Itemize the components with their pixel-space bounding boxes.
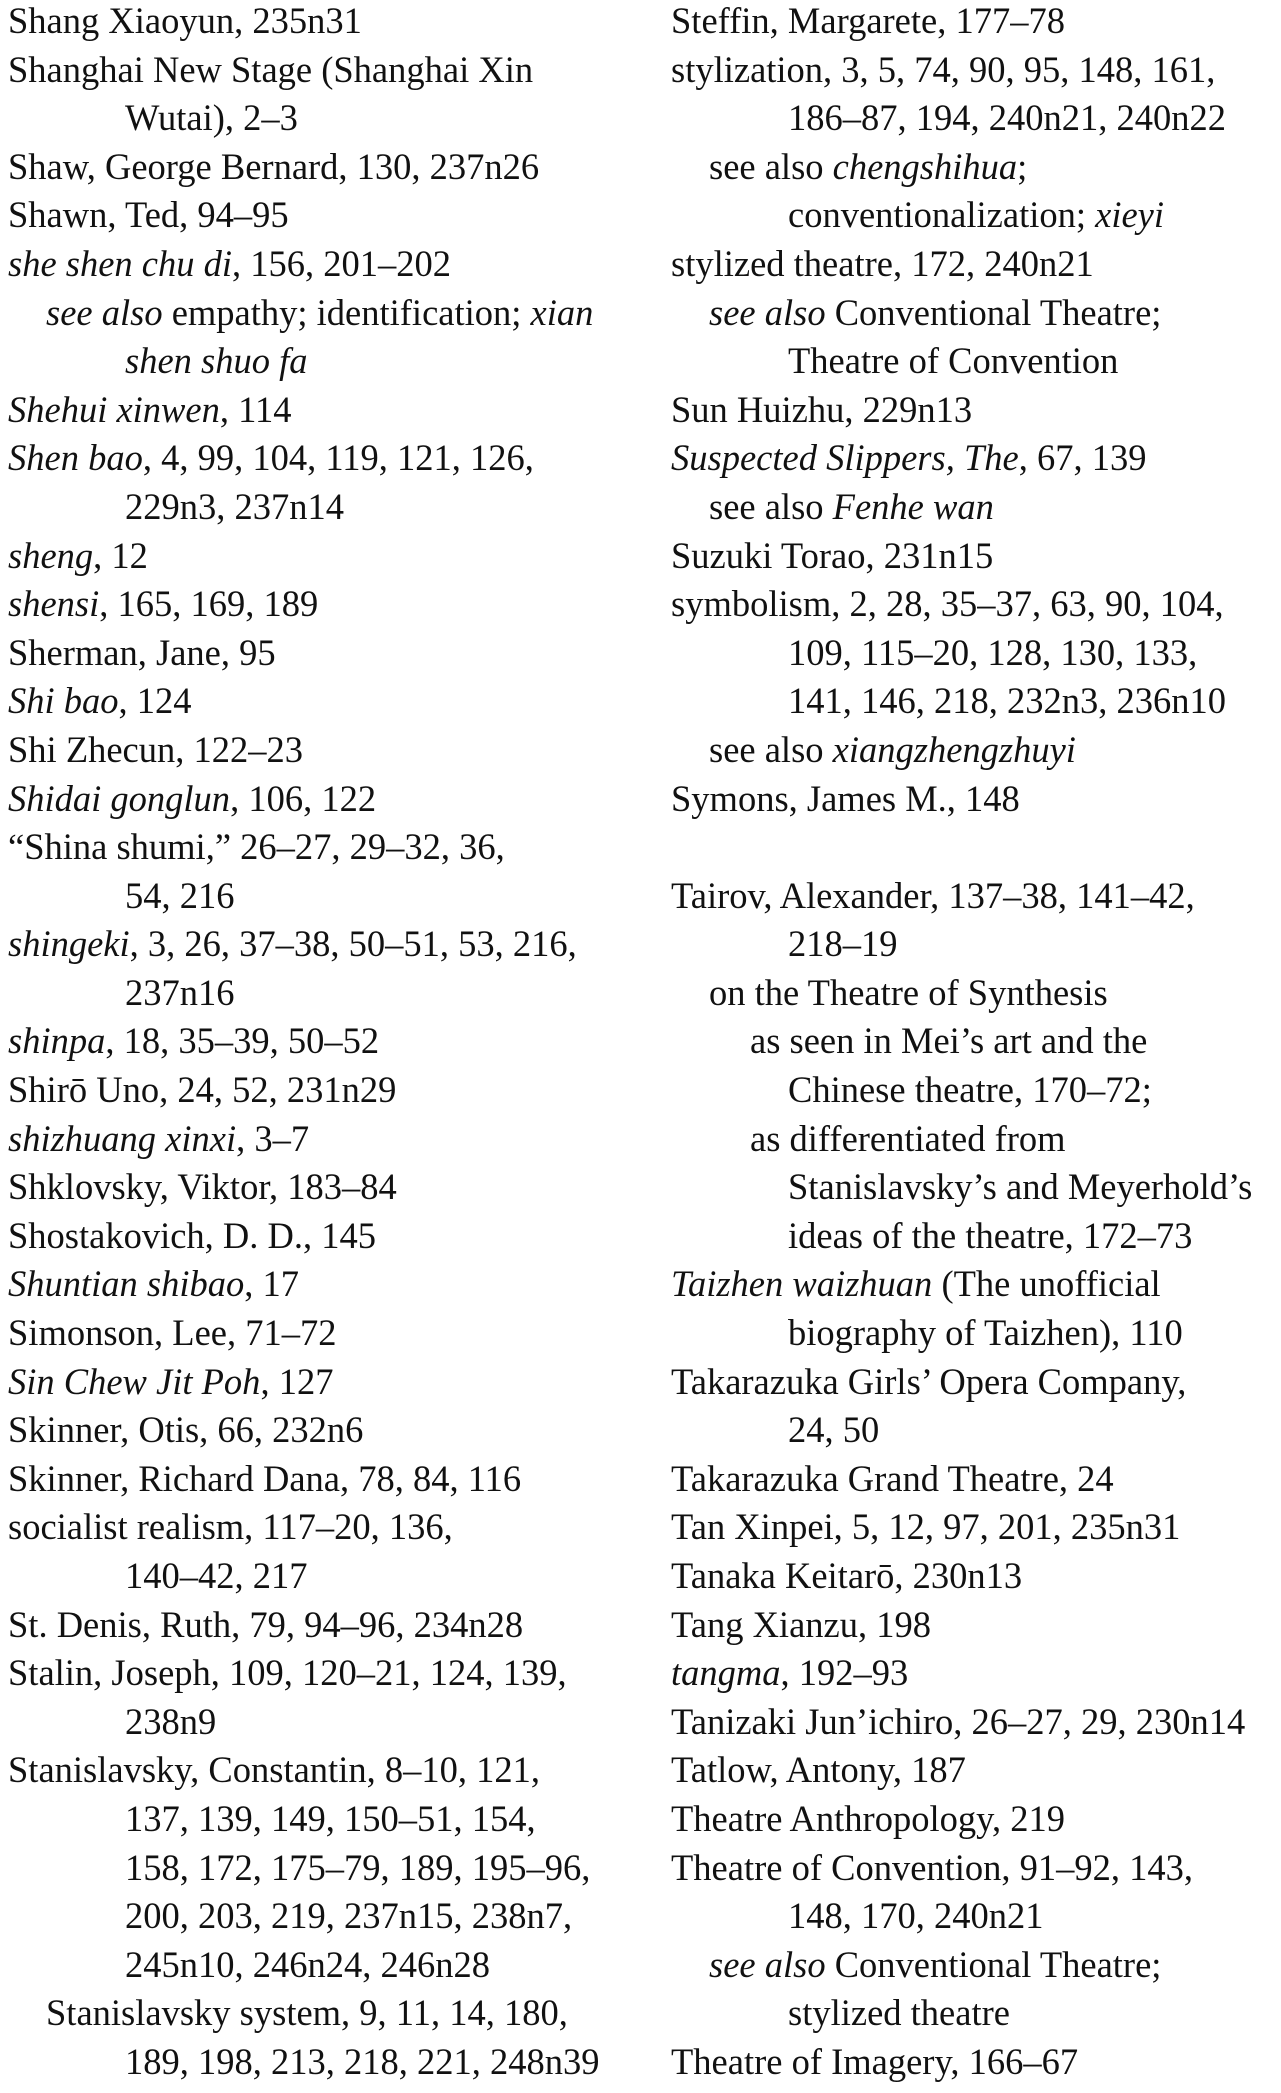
entry-line: [8, 775, 648, 824]
entry-line: [8, 1017, 648, 1066]
index-entry: [8, 0, 648, 46]
entry-text: , 12: [93, 534, 148, 576]
entry-continuation-line: [8, 2038, 648, 2087]
entry-line: [671, 1844, 1281, 1893]
entry-text: Shirō Uno, 24, 52, 231n29: [8, 1069, 397, 1111]
entry-text: Theatre of Convention: [788, 340, 1119, 382]
entry-text: ideas of the theatre, 172–73: [788, 1214, 1193, 1256]
entry-continuation-line: [671, 1989, 1281, 2038]
entry-text: Theatre Anthropology, 219: [671, 1797, 1065, 1839]
index-entry: [671, 2038, 1281, 2087]
entry-text: (The unofficial: [932, 1263, 1161, 1305]
entry-line: [8, 1212, 648, 1261]
index-entry: [8, 1066, 648, 1115]
entry-continuation-line: [8, 1892, 648, 1941]
italic-term: Suspected Slippers, The: [671, 437, 1019, 479]
entry-text: Theatre of Imagery, 166–67: [671, 2040, 1079, 2082]
index-entry: [8, 1455, 648, 1504]
index-letter-group: [671, 872, 1281, 2087]
entry-text: Shi Zhecun, 122–23: [8, 728, 304, 770]
entry-text: Tatlow, Antony, 187: [671, 1749, 966, 1791]
entry-line: [671, 1503, 1281, 1552]
entry-line: [671, 1455, 1281, 1504]
entry-text: Stanislavsky system, 9, 11, 14, 180,: [46, 1992, 568, 2034]
entry-text: 24, 50: [788, 1409, 880, 1451]
entry-text: Wutai), 2–3: [125, 97, 298, 139]
index-entry: [8, 823, 648, 920]
entry-line: [671, 240, 1281, 289]
entry-text: , 127: [260, 1360, 334, 1402]
index-entry: [8, 1163, 648, 1212]
entry-text: see also: [709, 485, 833, 527]
entry-text: Suzuki Torao, 231n15: [671, 534, 994, 576]
italic-term: shizhuang xinxi: [8, 1117, 237, 1159]
index-subentry: [671, 969, 1281, 1018]
index-subentry: [8, 289, 648, 386]
index-entry: [671, 1746, 1281, 1795]
index-entry: [8, 1309, 648, 1358]
entry-line: [8, 1163, 648, 1212]
entry-line: [8, 1503, 648, 1552]
index-entry: [8, 1601, 648, 1650]
entry-text: Shanghai New Stage (Shanghai Xin: [8, 48, 534, 90]
entry-text: , 114: [219, 388, 292, 430]
entry-text: Chinese theatre, 170–72;: [788, 1069, 1152, 1111]
entry-text: stylization, 3, 5, 74, 90, 95, 148, 161,: [671, 48, 1216, 90]
entry-text: biography of Taizhen), 110: [788, 1312, 1183, 1354]
entry-text: as differentiated from: [750, 1117, 1066, 1159]
entry-line: [8, 1115, 648, 1164]
entry-text: Tang Xianzu, 198: [671, 1603, 931, 1645]
entry-text: , 156, 201–202: [232, 242, 452, 284]
entry-text: Conventional Theatre;: [825, 291, 1162, 333]
entry-line: [671, 1601, 1281, 1650]
italic-term: see also: [709, 1943, 826, 1985]
index-entry: [8, 532, 648, 581]
entry-text: stylized theatre, 172, 240n21: [671, 242, 1094, 284]
index-subentry: [671, 483, 1281, 532]
entry-continuation-line: [8, 872, 648, 921]
entry-line: [671, 434, 1281, 483]
entry-line: [671, 1552, 1281, 1601]
entry-continuation-line: [671, 1212, 1281, 1261]
index-letter-group: [8, 0, 648, 2087]
entry-text: 238n9: [125, 1700, 217, 1742]
entry-continuation-line: [8, 1844, 648, 1893]
entry-text: conventionalization;: [788, 194, 1096, 236]
entry-text: , 124: [118, 680, 192, 722]
entry-continuation-line: [671, 1066, 1281, 1115]
italic-term: Fenhe wan: [832, 485, 994, 527]
entry-text: 237n16: [125, 971, 235, 1013]
entry-line: [8, 823, 648, 872]
entry-text: , 67, 139: [1018, 437, 1147, 479]
entry-line: [8, 726, 648, 775]
index-entry: [8, 143, 648, 192]
entry-continuation-line: [671, 677, 1281, 726]
index-entry: [8, 920, 648, 1017]
entry-text: Takarazuka Grand Theatre, 24: [671, 1457, 1114, 1499]
entry-line: [671, 1358, 1281, 1407]
index-entry: [8, 1260, 648, 1309]
entry-text: Steffin, Margarete, 177–78: [671, 0, 1065, 41]
entry-text: Skinner, Richard Dana, 78, 84, 116: [8, 1457, 522, 1499]
index-entry: [671, 532, 1281, 581]
entry-text: 245n10, 246n24, 246n28: [125, 1943, 490, 1985]
entry-text: 137, 139, 149, 150–51, 154,: [125, 1797, 536, 1839]
index-entry: [671, 775, 1281, 824]
index-entry: [671, 1503, 1281, 1552]
index-entry: [8, 1212, 648, 1261]
index-entry: [671, 240, 1281, 289]
entry-text: Tanaka Keitarō, 230n13: [671, 1555, 1023, 1596]
index-entry: [8, 191, 648, 240]
entry-continuation-line: [8, 483, 648, 532]
italic-term: xiangzhengzhuyi: [832, 728, 1076, 770]
entry-line: [8, 532, 648, 581]
entry-text: 218–19: [788, 923, 898, 965]
index-entry: [671, 1552, 1281, 1601]
index-entry: [8, 1746, 648, 1989]
entry-line: [8, 1260, 648, 1309]
entry-text: Shaw, George Bernard, 130, 237n26: [8, 145, 540, 187]
entry-text: 140–42, 217: [125, 1555, 308, 1596]
entry-continuation-line: [8, 1941, 648, 1990]
entry-line: [8, 1406, 648, 1455]
index-subsubentry: [671, 1115, 1281, 1261]
entry-continuation-line: [671, 337, 1281, 386]
entry-line: [671, 1017, 1281, 1066]
entry-line: [8, 46, 648, 95]
entry-text: 186–87, 194, 240n21, 240n22: [788, 97, 1226, 139]
index-entry: [8, 1649, 648, 1746]
entry-text: Shklovsky, Viktor, 183–84: [8, 1166, 397, 1208]
entry-text: , 4, 99, 104, 119, 121, 126,: [142, 437, 534, 479]
index-entry: [8, 240, 648, 289]
entry-text: on the Theatre of Synthesis: [709, 971, 1108, 1013]
entry-continuation-line: [8, 1698, 648, 1747]
entry-line: [671, 775, 1281, 824]
entry-text: , 18, 35–39, 50–52: [105, 1020, 380, 1062]
entry-line: [671, 1649, 1281, 1698]
index-entry: [8, 46, 648, 143]
italic-term: shingeki: [8, 923, 130, 965]
index-entry: [8, 726, 648, 775]
entry-text: Conventional Theatre;: [825, 1943, 1162, 1985]
entry-continuation-line: [8, 1795, 648, 1844]
entry-text: Skinner, Otis, 66, 232n6: [8, 1409, 364, 1451]
entry-line: [8, 1649, 648, 1698]
index-column-right: [671, 0, 1281, 2087]
entry-line: [8, 580, 648, 629]
entry-line: [8, 1989, 648, 2038]
entry-continuation-line: [8, 969, 648, 1018]
index-subentry: [671, 289, 1281, 386]
italic-term: xieyi: [1095, 194, 1165, 236]
italic-term: shensi: [8, 583, 100, 625]
entry-line: [671, 289, 1281, 338]
italic-term: shinpa: [8, 1020, 106, 1062]
entry-text: “Shina shumi,” 26–27, 29–32, 36,: [8, 826, 505, 868]
italic-term: Shuntian shibao: [8, 1263, 245, 1305]
italic-term: see also: [709, 291, 826, 333]
index-letter-group: [671, 0, 1281, 823]
entry-line: [8, 1358, 648, 1407]
index-entry: [8, 434, 648, 531]
index-entry: [671, 1358, 1281, 1455]
entry-text: stylized theatre: [788, 1992, 1010, 2034]
entry-text: 109, 115–20, 128, 130, 133,: [788, 631, 1198, 673]
index-subsubentry: [671, 1017, 1281, 1114]
italic-term: Shehui xinwen: [8, 388, 220, 430]
entry-text: St. Denis, Ruth, 79, 94–96, 234n28: [8, 1603, 524, 1645]
index-entry: [671, 1698, 1281, 1747]
entry-line: [671, 386, 1281, 435]
entry-text: 189, 198, 213, 218, 221, 248n39: [125, 2040, 600, 2082]
entry-text: Shostakovich, D. D., 145: [8, 1214, 377, 1256]
entry-text: Simonson, Lee, 71–72: [8, 1312, 337, 1354]
index-subentry: [671, 1941, 1281, 2038]
entry-text: , 106, 122: [230, 777, 377, 819]
entry-text: 54, 216: [125, 874, 235, 916]
italic-term: chengshihua: [832, 145, 1018, 187]
index-entry: [671, 1844, 1281, 1941]
index-entry: [8, 677, 648, 726]
entry-line: [8, 1066, 648, 1115]
entry-text: , 3–7: [236, 1117, 310, 1159]
entry-continuation-line: [8, 337, 648, 386]
entry-continuation-line: [671, 191, 1281, 240]
entry-continuation-line: [671, 629, 1281, 678]
index-entry: [671, 386, 1281, 435]
entry-line: [671, 872, 1281, 921]
entry-line: [671, 532, 1281, 581]
entry-text: Theatre of Convention, 91–92, 143,: [671, 1846, 1194, 1888]
entry-text: Stanislavsky, Constantin, 8–10, 121,: [8, 1749, 540, 1791]
entry-text: see also: [709, 145, 833, 187]
index-entry: [8, 386, 648, 435]
entry-continuation-line: [671, 1163, 1281, 1212]
entry-continuation-line: [671, 1892, 1281, 1941]
entry-line: [8, 1455, 648, 1504]
entry-line: [8, 1746, 648, 1795]
index-subentry: [671, 143, 1281, 240]
entry-text: , 165, 169, 189: [99, 583, 319, 625]
entry-text: Stalin, Joseph, 109, 120–21, 124, 139,: [8, 1652, 567, 1694]
entry-text: empathy; identification;: [162, 291, 531, 333]
italic-term: shen shuo fa: [125, 340, 308, 382]
entry-continuation-line: [671, 1309, 1281, 1358]
entry-line: [671, 726, 1281, 775]
entry-text: Shawn, Ted, 94–95: [8, 194, 289, 236]
index-entry: [8, 580, 648, 629]
entry-text: see also: [709, 728, 833, 770]
index-entry: [671, 580, 1281, 726]
entry-line: [671, 1746, 1281, 1795]
index-entry: [671, 46, 1281, 143]
entry-line: [8, 920, 648, 969]
index-column-left: [8, 0, 648, 2087]
entry-continuation-line: [671, 920, 1281, 969]
index-entry: [671, 434, 1281, 483]
entry-continuation-line: [671, 94, 1281, 143]
entry-text: , 192–93: [780, 1652, 909, 1694]
italic-term: she shen chu di: [8, 242, 233, 284]
entry-text: as seen in Mei’s art and the: [750, 1020, 1148, 1062]
index-entry: [671, 0, 1281, 46]
entry-text: 148, 170, 240n21: [788, 1895, 1044, 1937]
italic-term: xian: [530, 291, 594, 333]
entry-text: 158, 172, 175–79, 189, 195–96,: [125, 1846, 591, 1888]
index-subentry: [8, 1989, 648, 2086]
index-subentry: [671, 726, 1281, 775]
entry-line: [8, 1601, 648, 1650]
entry-text: Shang Xiaoyun, 235n31: [8, 0, 362, 41]
entry-line: [671, 969, 1281, 1018]
entry-text: 229n3, 237n14: [125, 485, 344, 527]
index-entry: [671, 872, 1281, 969]
entry-line: [8, 143, 648, 192]
italic-term: Shi bao: [8, 680, 119, 722]
entry-line: [671, 1941, 1281, 1990]
index-entry: [671, 1455, 1281, 1504]
index-entry: [8, 1503, 648, 1600]
index-entry: [8, 1017, 648, 1066]
entry-text: Tairov, Alexander, 137–38, 141–42,: [671, 874, 1195, 916]
entry-line: [671, 2038, 1281, 2087]
entry-continuation-line: [8, 94, 648, 143]
entry-line: [671, 580, 1281, 629]
entry-text: symbolism, 2, 28, 35–37, 63, 90, 104,: [671, 583, 1224, 625]
italic-term: sheng: [8, 534, 94, 576]
entry-line: [8, 289, 648, 338]
italic-term: Shen bao: [8, 437, 143, 479]
index-entry: [8, 775, 648, 824]
italic-term: see also: [46, 291, 163, 333]
entry-text: ;: [1017, 145, 1028, 187]
entry-line: [8, 0, 648, 46]
entry-line: [8, 677, 648, 726]
index-entry: [671, 1649, 1281, 1698]
entry-continuation-line: [8, 1552, 648, 1601]
index-entry: [671, 1260, 1281, 1357]
entry-text: Stanislavsky’s and Meyerhold’s: [788, 1166, 1253, 1208]
entry-line: [8, 240, 648, 289]
index-entry: [8, 1358, 648, 1407]
index-entry: [8, 1115, 648, 1164]
entry-text: socialist realism, 117–20, 136,: [8, 1506, 453, 1548]
entry-line: [671, 46, 1281, 95]
entry-text: 200, 203, 219, 237n15, 238n7,: [125, 1895, 573, 1937]
italic-term: tangma: [671, 1652, 781, 1694]
entry-line: [8, 1309, 648, 1358]
entry-continuation-line: [671, 1406, 1281, 1455]
entry-line: [8, 386, 648, 435]
entry-line: [671, 1115, 1281, 1164]
entry-line: [671, 1698, 1281, 1747]
entry-line: [8, 434, 648, 483]
entry-text: , 17: [244, 1263, 300, 1305]
entry-text: Sherman, Jane, 95: [8, 631, 276, 673]
entry-text: Sun Huizhu, 229n13: [671, 388, 973, 430]
index-entry: [671, 1601, 1281, 1650]
index-entry: [671, 1795, 1281, 1844]
entry-text: Takarazuka Girls’ Opera Company,: [671, 1360, 1187, 1402]
italic-term: Shidai gonglun: [8, 777, 231, 819]
entry-line: [671, 1260, 1281, 1309]
index-entry: [8, 1406, 648, 1455]
entry-line: [671, 483, 1281, 532]
italic-term: Sin Chew Jit Poh: [8, 1360, 261, 1402]
entry-text: 141, 146, 218, 232n3, 236n10: [788, 680, 1226, 722]
entry-line: [671, 143, 1281, 192]
entry-line: [671, 1795, 1281, 1844]
entry-text: Tan Xinpei, 5, 12, 97, 201, 235n31: [671, 1506, 1181, 1548]
entry-text: , 3, 26, 37–38, 50–51, 53, 216,: [129, 923, 577, 965]
entry-text: Tanizaki Jun’ichiro, 26–27, 29, 230n14: [671, 1700, 1246, 1742]
entry-line: [8, 191, 648, 240]
entry-text: Symons, James M., 148: [671, 777, 1020, 819]
entry-line: [8, 629, 648, 678]
index-entry: [8, 629, 648, 678]
entry-line: [671, 0, 1281, 46]
italic-term: Taizhen waizhuan: [671, 1263, 933, 1305]
